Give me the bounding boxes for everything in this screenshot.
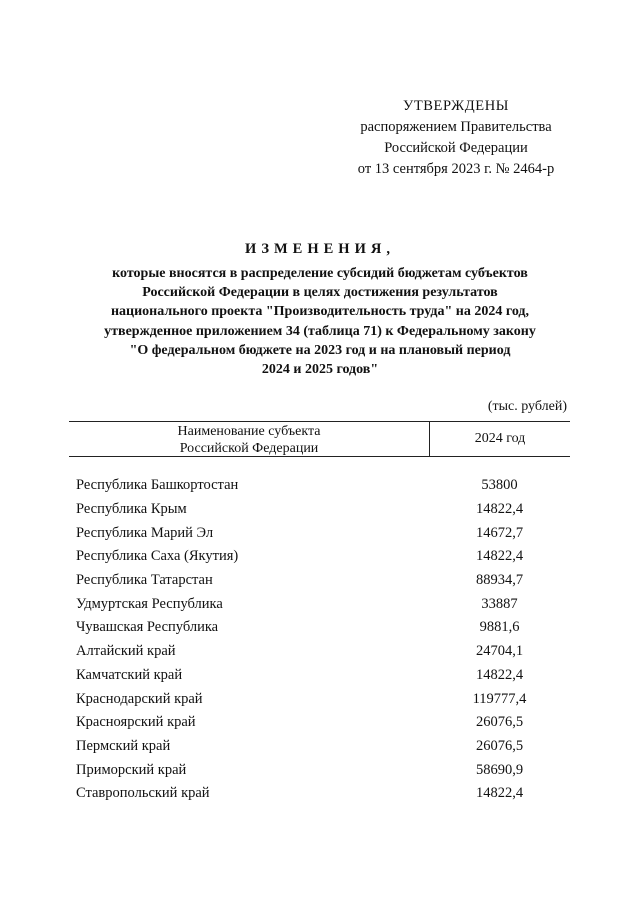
subsidy-value: 26076,5 bbox=[475, 737, 524, 754]
table-row bbox=[76, 498, 570, 522]
table-row bbox=[76, 735, 570, 759]
subsidy-value: 24704,1 bbox=[475, 643, 524, 660]
subsidy-value: 14822,4 bbox=[475, 666, 524, 683]
subsidy-value: 88934,7 bbox=[475, 572, 524, 589]
subtitle-line: Российской Федерации в целях достижения результатов bbox=[142, 285, 498, 301]
subject-name: Республика Крым bbox=[76, 501, 187, 518]
subsidy-value: 14822,4 bbox=[475, 785, 524, 802]
table-row bbox=[76, 474, 570, 498]
subject-name: Республика Башкортостан bbox=[76, 477, 239, 494]
approval-block bbox=[340, 96, 572, 180]
approval-line-2: Российской Федерации bbox=[384, 140, 528, 156]
subject-name: Краснодарский край bbox=[76, 690, 203, 707]
subsidy-value: 26076,5 bbox=[475, 714, 524, 731]
table-row bbox=[76, 782, 570, 806]
subject-name: Приморский край bbox=[76, 761, 187, 778]
table-row bbox=[76, 664, 570, 688]
table-row bbox=[76, 616, 570, 640]
subsidy-value: 119777,4 bbox=[472, 690, 527, 707]
approval-label: УТВЕРЖДЕНЫ bbox=[402, 98, 510, 114]
subject-name: Республика Марий Эл bbox=[76, 524, 214, 541]
approval-line-1: распоряжением Правительства bbox=[360, 119, 552, 135]
subject-name: Камчатский край bbox=[76, 666, 183, 683]
subsidy-value: 53800 bbox=[481, 477, 518, 494]
subject-name: Красноярский край bbox=[76, 714, 196, 731]
column-header-subject-line-2: Российской Федерации bbox=[179, 440, 319, 456]
subject-name: Удмуртская Республика bbox=[76, 595, 223, 612]
subsidy-value: 33887 bbox=[481, 595, 518, 612]
subsidy-value: 14822,4 bbox=[475, 501, 524, 518]
subject-name: Алтайский край bbox=[76, 643, 176, 660]
subtitle-line: утвержденное приложением 34 (таблица 71) к Федеральному закону bbox=[104, 323, 536, 339]
table-row bbox=[76, 569, 570, 593]
subsidy-value: 9881,6 bbox=[479, 619, 520, 636]
subsidy-value: 58690,9 bbox=[475, 761, 524, 778]
column-header-subject bbox=[69, 422, 429, 456]
table-row bbox=[76, 521, 570, 545]
subject-name: Республика Саха (Якутия) bbox=[76, 548, 239, 565]
subsidy-value: 14822,4 bbox=[475, 548, 524, 565]
units-label: (тыс. рублей) bbox=[487, 399, 567, 414]
table-body bbox=[76, 474, 570, 806]
approval-line-3: от 13 сентября 2023 г. № 2464-р bbox=[357, 161, 555, 177]
subject-name: Республика Татарстан bbox=[76, 572, 213, 589]
table-row bbox=[76, 592, 570, 616]
subsidy-value: 14672,7 bbox=[475, 524, 524, 541]
table-row bbox=[76, 758, 570, 782]
table-row bbox=[76, 711, 570, 735]
document-title: ИЗМЕНЕНИЯ, bbox=[245, 241, 395, 257]
subtitle-line: 2024 и 2025 годов" bbox=[261, 362, 379, 378]
table-header bbox=[69, 421, 570, 457]
table-row bbox=[76, 640, 570, 664]
subject-name: Чувашская Республика bbox=[76, 619, 219, 636]
column-header-year: 2024 год bbox=[429, 422, 570, 456]
table-row bbox=[76, 545, 570, 569]
column-header-subject-line-1: Наименование субъекта bbox=[177, 423, 321, 439]
subtitle-line: которые вносятся в распределение субсидий бюджетам субъектов bbox=[112, 266, 528, 281]
subtitle-line: "О федеральном бюджете на 2023 год и на плановый период bbox=[129, 342, 511, 358]
subject-name: Ставропольский край bbox=[76, 785, 210, 802]
subject-name: Пермский край bbox=[76, 737, 171, 754]
document-subtitle bbox=[60, 264, 580, 379]
table-row bbox=[76, 687, 570, 711]
subtitle-line: национального проекта "Производительность труда" на 2024 год, bbox=[110, 304, 530, 320]
